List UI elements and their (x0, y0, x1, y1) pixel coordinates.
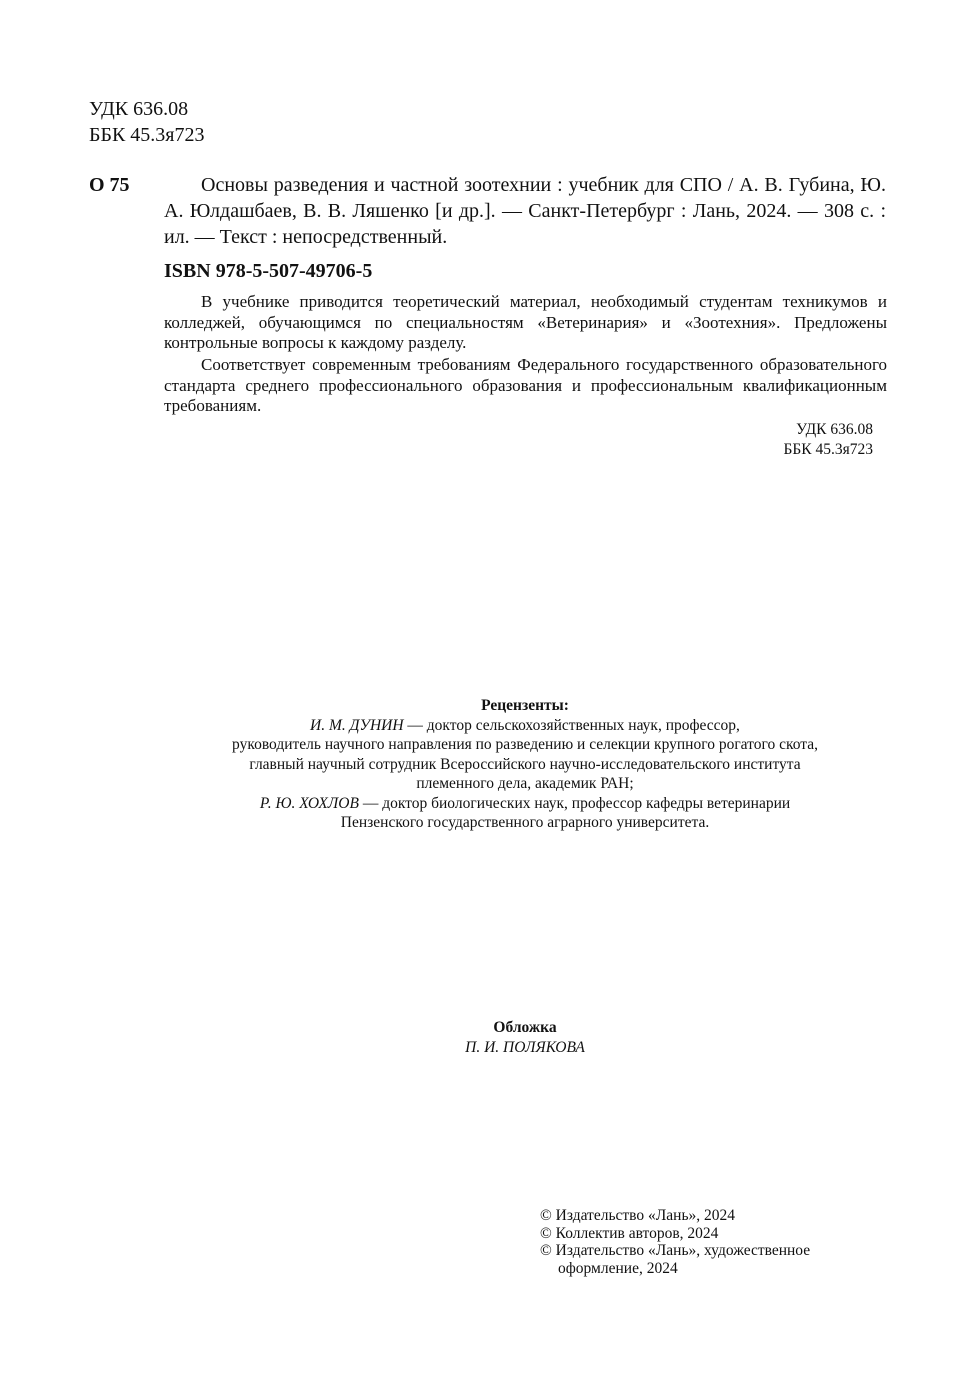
reviewer-1-line: главный научный сотрудник Всероссийского научно-исследовательского института (249, 755, 801, 773)
cover-credit (170, 1018, 880, 1057)
isbn: ISBN 978-5-507-49706-5 (164, 260, 373, 282)
cover-heading: Обложка (493, 1019, 557, 1036)
reviewer-1-line (170, 716, 880, 736)
copyright-block (540, 1207, 810, 1277)
abstract-paragraph: Соответствует современным требованиям Федерального государственного образовательного стандарта среднего профессионального образования и профессиональным квалификационным требованиям. (164, 355, 887, 415)
reviewer-2-line: Пензенского государственного аграрного университета. (340, 814, 710, 831)
copyright-line: оформление, 2024 (558, 1259, 678, 1277)
reviewer-2-title: — доктор биологических наук, профессор кафедры ветеринарии (358, 794, 791, 812)
copyright-line: © Издательство «Лань», художественное (540, 1242, 811, 1259)
reviewers-block (170, 696, 880, 833)
bbk-code: ББК 45.3я723 (89, 124, 205, 146)
copyright-line: © Издательство «Лань», 2024 (540, 1207, 736, 1224)
author-mark: О 75 (89, 174, 130, 196)
reviewer-1-line: племенного дела, академик РАН; (416, 775, 634, 792)
reviewer-1-name: И. М. ДУНИН (310, 716, 404, 734)
reviewer-2-line (170, 794, 880, 814)
bbk-code-right: ББК 45.3я723 (783, 441, 873, 458)
udk-code: УДК 636.08 (89, 98, 189, 120)
abstract-paragraph: В учебнике приводится теоретический материал, необходимый студентам техникумов и колледжей, обучающимся по специальностям «Ветеринария» и «Зоотехния». Предложены контрольные вопросы к каждому разделу. (164, 292, 887, 352)
reviewer-1-title: — доктор сельскохозяйственных наук, профессор, (403, 716, 740, 734)
reviewers-heading: Рецензенты: (481, 697, 569, 714)
copyright-line: © Коллектив авторов, 2024 (540, 1224, 719, 1242)
udk-code-right: УДК 636.08 (796, 421, 873, 438)
reviewer-1-line: руководитель научного направления по разведению и селекции крупного рогатого скота, (232, 736, 818, 753)
reviewer-2-name: Р. Ю. ХОХЛОВ (259, 794, 359, 812)
bibliographic-record: Основы разведения и частной зоотехнии : учебник для СПО / А. В. Губина, Ю. А. Юлдашбаев, В. В. Ляшенко [и др.]. — Санкт-Петербург : Лань, 2024. — 308 с. : ил. — Текст : непосредственный. (164, 174, 886, 248)
cover-designer-name: П. И. ПОЛЯКОВА (465, 1038, 585, 1056)
